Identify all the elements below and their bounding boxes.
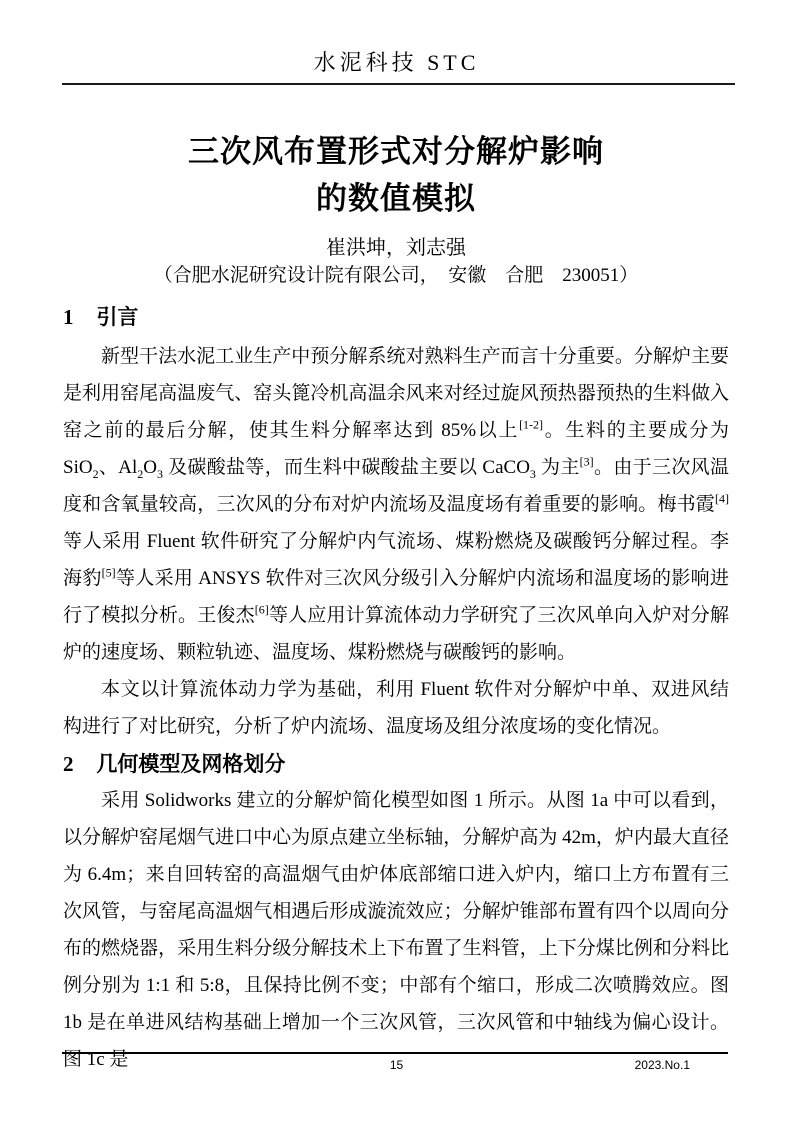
section-1-label: 引言 [96, 306, 139, 329]
paragraph-1: 新型干法水泥工业生产中预分解系统对熟料生产而言十分重要。分解炉主要是利用窑尾高温废气、窑头篦冷机高温余风来对经过旋风预热器预热的生料做入窑之前的最后分解，使其生料分解率达到 85%以上[1-2]。生料的主要成分为 SiO$_2$、$Al_2O_3$ 及碳酸盐等，而生料中碳酸盐主要以 CaCO$_3$ 为主[3]。由于三次风温度和含氧量较高，三次风的分布对炉内流场及温度场有着重要的影响。梅书霞[4]等人采用 Fluent 软件研究了分解炉内气流场、煤粉燃烧及碳酸钙分解过程。李海豹[5]等人采用 ANSYS 软件对三次风分级引入分解炉内流场和温度场的影响进行了模拟分析。王俊杰[6]等人应用计算流体动力学研究了三次风单向入炉对分解炉的速度场、颗粒轨迹、温度场、煤粉燃烧与碳酸钙的影响。 [63, 346, 729, 663]
page-number: 15 [389, 1058, 404, 1072]
footer-rule [62, 1052, 728, 1054]
section-2-label: 几何模型及网格划分 [96, 753, 286, 776]
issue-label: 2023.No.1 [634, 1058, 690, 1072]
section-1-number: 1 [63, 305, 74, 329]
article-title [63, 128, 729, 222]
article-content [63, 0, 729, 1078]
section-2-number: 2 [63, 752, 74, 776]
affiliation: （合肥水泥研究设计院有限公司， 安徽 合肥 230051） [153, 265, 639, 286]
paragraph-3: 采用 Solidworks 建立的分解炉简化模型如图 1 所示。从图 1a 中可以看到，以分解炉窑尾烟气进口中心为原点建立坐标轴，分解炉高为 42m，炉内最大直径为 6.4m；来自回转窑的高温烟气由炉体底部缩口进入炉内，缩口上方布置有三次风管，与窑尾高温烟气相遇后形成漩流效应；分解炉锥部布置有四个以周向分布的燃烧器，采用生料分级分解技术上下布置了生料管，上下分煤比例和分料比例分别为 1:1 和 5:8，且保持比例不变；中部有个缩口，形成二次喷腾效应。图 1b 是在单进风结构基础上增加一个三次风管，三次风管和中轴线为偏心设计。图 1c 是 [63, 790, 729, 1070]
section-heading-2 [63, 750, 729, 779]
paragraph-2: 本文以计算流体动力学为基础，利用 Fluent 软件对分解炉中单、双进风结构进行了对比研究，分析了炉内流场、温度场及组分浓度场的变化情况。 [63, 679, 729, 737]
journal-name: 水泥科技 STC [313, 50, 480, 75]
section-heading-1 [63, 303, 729, 332]
authors: 崔洪坤，刘志强 [326, 237, 466, 259]
title-line-1: 三次风布置形式对分解炉影响 [188, 134, 604, 169]
title-line-2: 的数值模拟 [316, 181, 476, 216]
